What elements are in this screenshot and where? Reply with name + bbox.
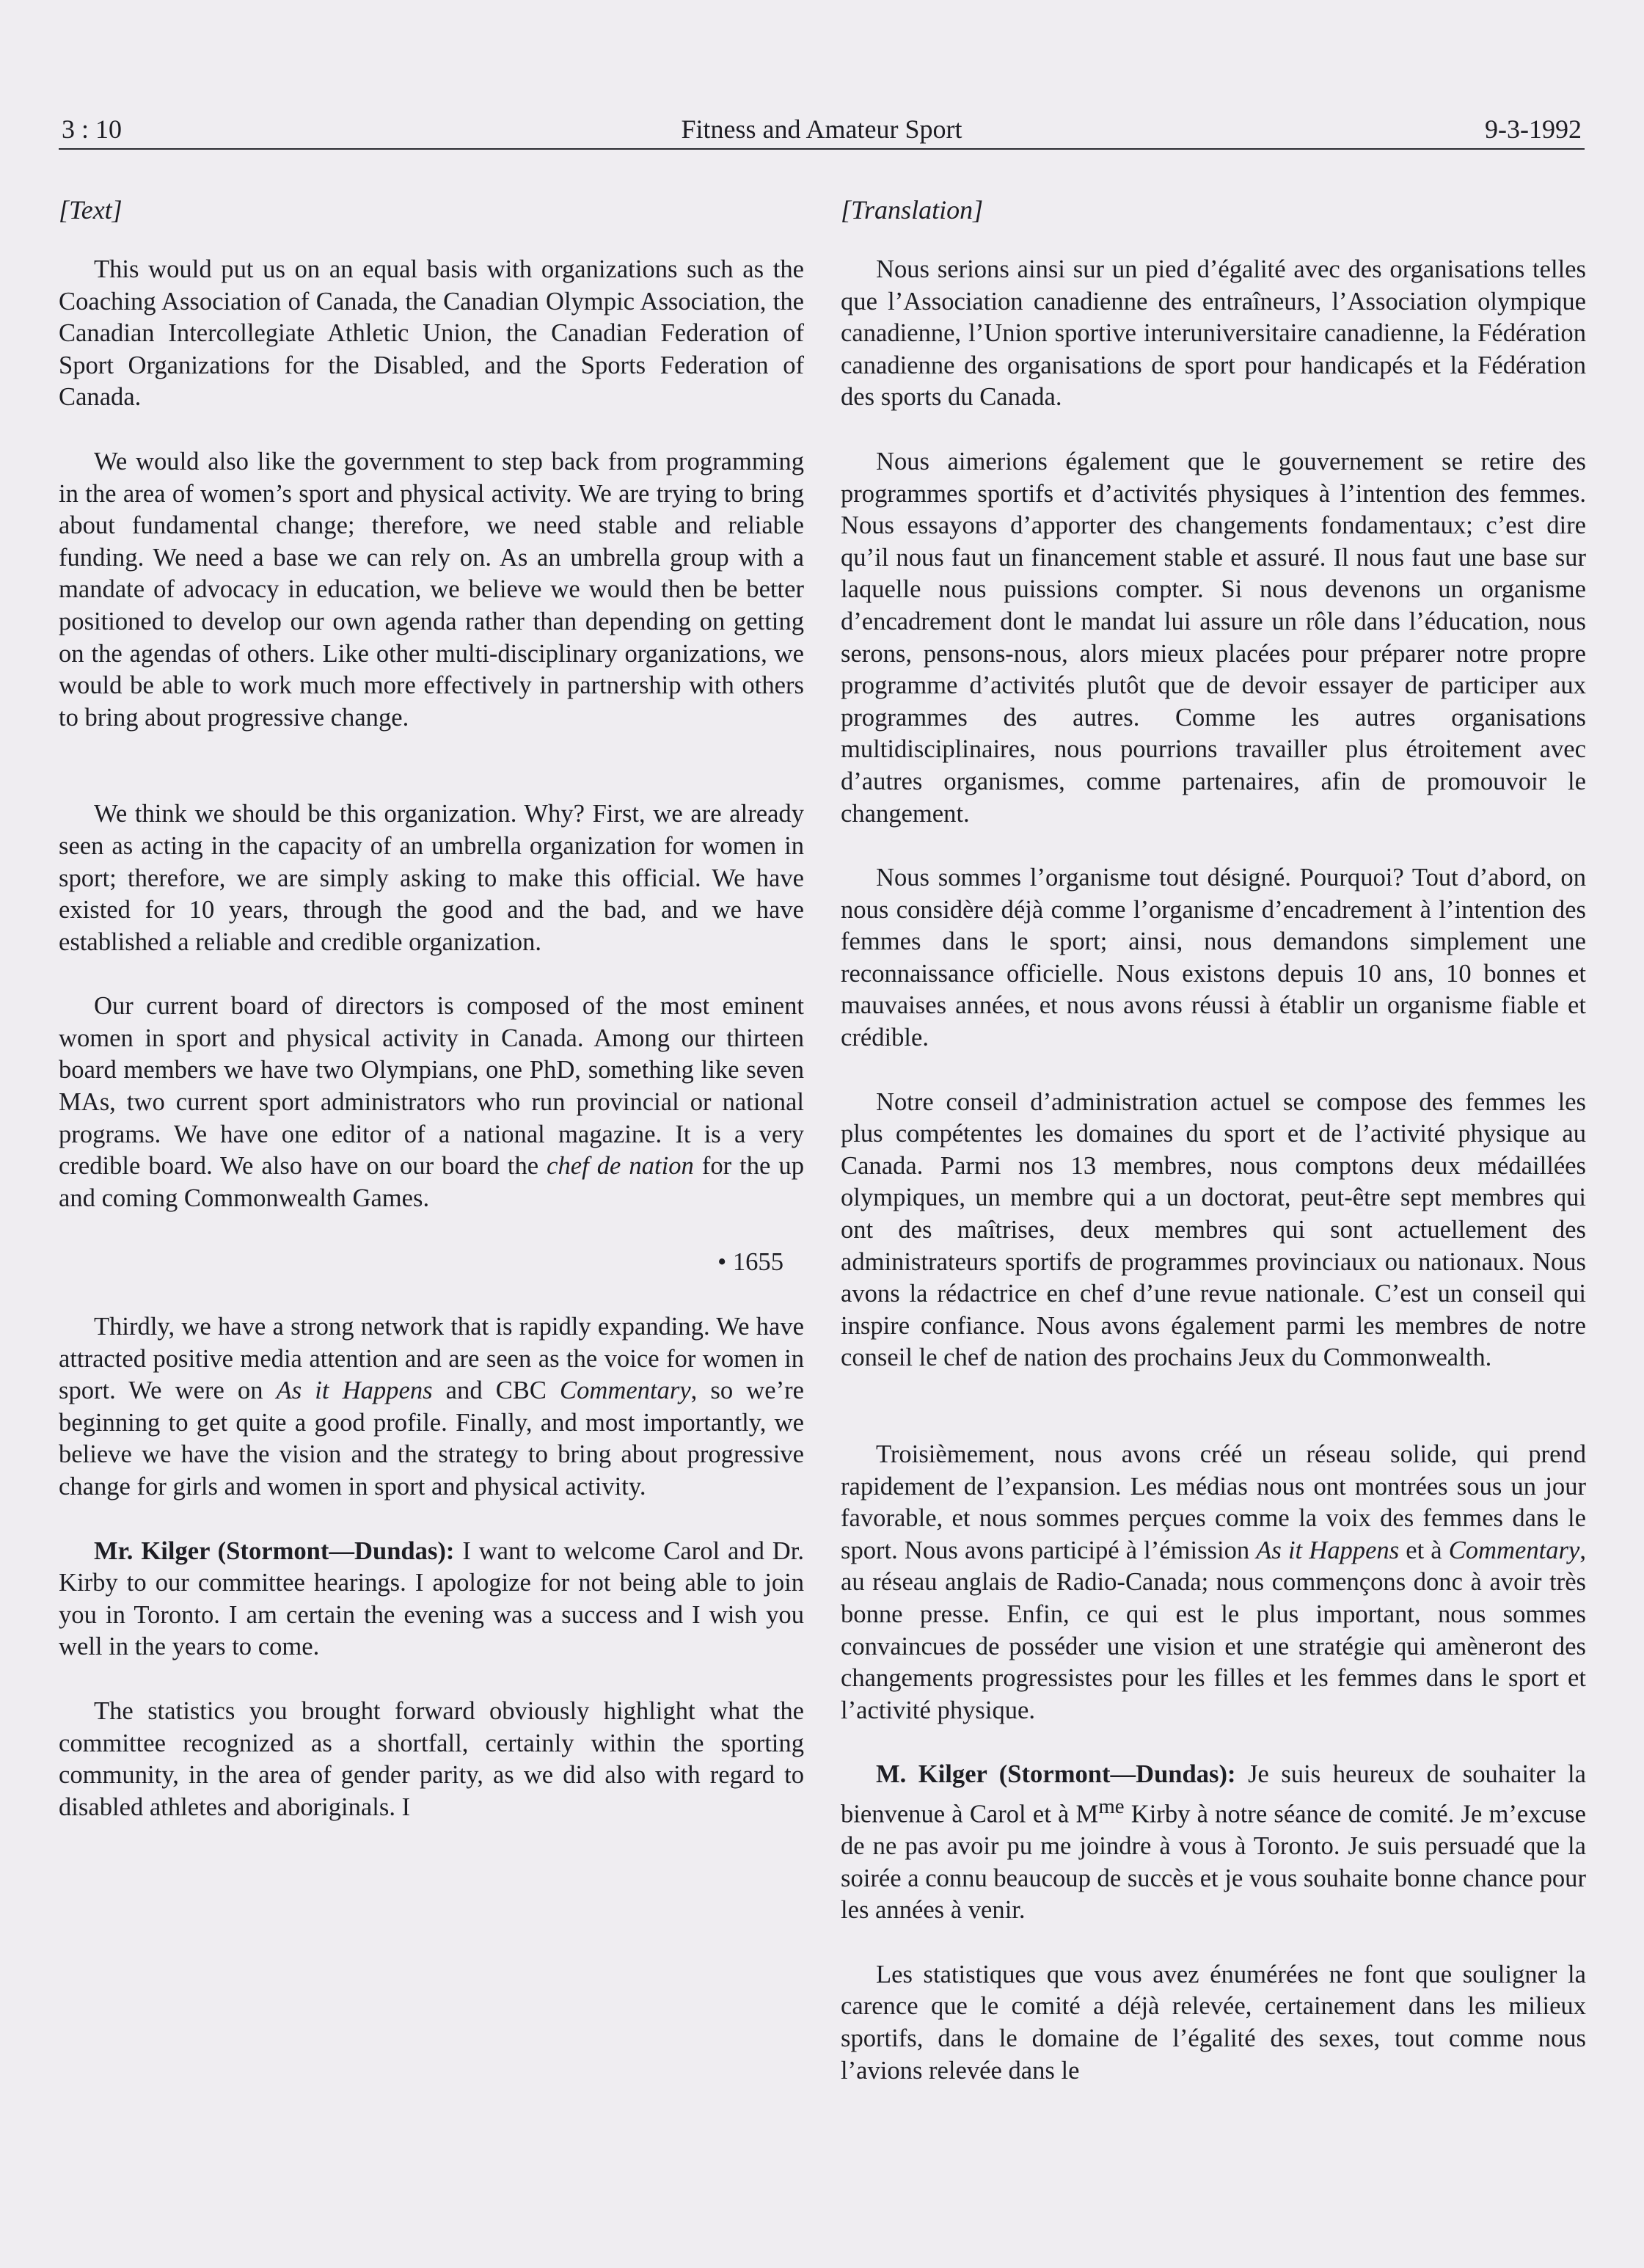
paragraph: Nous sommes l’organisme tout désigné. Pourquoi? Tout d’abord, on nous considère déjà comme l’organisme d’encadrement à l’intention des femmes dans le sport; ainsi, nous demandons simplement une reconnaissance officielle. Nous existons depuis 10 ans, 10 bonnes et mauvaises années, et nous avons réussi à établir un organisme fiable et crédible. (841, 864, 1586, 1052)
paragraph: The statistics you brought forward obviously highlight what the committee recognized as a shortfall, certainly within the sporting community, in the area of gender parity, as we did also with regard to disabled athletes and aboriginals. I (59, 1696, 804, 1821)
page-date: 9-3-1992 (1485, 114, 1582, 144)
column-label-translation: [Translation] (841, 195, 984, 225)
paragraph: Our current board of directors is composed of the most eminent women in sport and physical activity in Canada. Among our thirteen board members we have two Olympians, one PhD, something like seven MAs, two current sport administrators who run provincial or national programs. We have one editor of a national magazine. It is a very credible board. We also have on our board the chef de nation for the up and coming Commonwealth Games. (59, 992, 805, 1212)
paragraph: Les statistiques que vous avez énumérées ne font que souligner la carence que le comité a déjà relevée, certainement dans les milieux sportifs, dans le domaine de l’égalité des sexes, tout comme nous l’avions relevée dans le (841, 1960, 1586, 2085)
speaker-paragraph: M. Kilger (Stormont—Dundas): Je suis heureux de souhaiter la bienvenue à Carol et à $M^{me}$ Kirby à notre séance de comité. Je m’excuse de ne pas avoir pu me joindre à vous à Toronto. Je suis persuadé que la soirée a connu beaucoup de succès et je vous souhaite bonne chance pour les années à venir. (841, 1760, 1586, 1925)
page-header (59, 110, 1585, 150)
time-marker: • 1655 (717, 1248, 783, 1277)
paragraph: We think we should be this organization. Why? First, we are already seen as acting in the capacity of an umbrella organization for women in sport; therefore, we are simply asking to make this official. We have existed for 10 years, through the good and the bad, and we have established a reliable and credible organization. (59, 800, 804, 956)
paragraph: Nous serions ainsi sur un pied d’égalité avec des organisations telles que l’Association canadienne des entraîneurs, l’Association olympique canadienne, l’Union sportive interuniversitaire canadienne, la Fédération canadienne des organisations de sport pour handicapés et la Fédération des sports du Canada. (841, 255, 1586, 412)
speaker-name: Mr. Kilger (Stormont—Dundas): (94, 1536, 455, 1565)
paragraph: We would also like the government to step back from programming in the area of women’s sport and physical activity. We are trying to bring about fundamental change; therefore, we need stable and reliable funding. We need a base we can rely on. As an umbrella group with a mandate of advocacy in education, we believe we would then be better positioned to develop our own agenda rather than depending on getting on the agendas of others. Like other multi-disciplinary organizations, we would be able to work much more effectively in partnership with others to bring about progressive change. (59, 447, 804, 732)
french-column (841, 192, 1586, 2087)
page-title: Fitness and Amateur Sport (681, 114, 962, 144)
paragraph: Notre conseil d’administration actuel se compose des femmes les plus compétentes les domaines du sport et de l’activité physique au Canada. Parmi nos 13 membres, nous comptons deux médaillées olympiques, un membre qui a un doctorat, peut-être sept membres qui ont des maîtrises, deux membres qui sont actuellement des administrateurs sportifs de programmes provinciaux ou nationaux. Nous avons la rédactrice en chef d’une revue nationale. C’est un conseil qui inspire confiance. Nous avons également parmi les membres de notre conseil le chef de nation des prochains Jeux du Commonwealth. (841, 1087, 1586, 1372)
paragraph: Troisièmement, nous avons créé un réseau solide, qui prend rapidement de l’expansion. Les médias nous ont montrées sous un jour favorable, et nous sommes perçues comme la voix des femmes dans le sport. Nous avons participé à l’émission As it Happens et à Commentary, au réseau anglais de Radio-Canada; nous commençons donc à avoir très bonne presse. Enfin, ce qui est le plus important, nous sommes convaincues de posséder une vision et une stratégie qui amèneront des changements progressistes pour les filles et les femmes dans le sport et l’activité physique. (841, 1440, 1586, 1724)
column-label-text: [Text] (59, 195, 123, 225)
speaker-paragraph: Mr. Kilger (Stormont—Dundas): I want to welcome Carol and Dr. Kirby to our committee hearings. I apologize for not being able to join you in Toronto. I am certain the evening was a success and I wish you well in the years to come. (59, 1536, 804, 1661)
paragraph: This would put us on an equal basis with organizations such as the Coaching Association of Canada, the Canadian Olympic Association, the Canadian Intercollegiate Athletic Union, the Canadian Federation of Sport Organizations for the Disabled, and the Sports Federation of Canada. (59, 255, 804, 412)
english-column (59, 192, 804, 1823)
speaker-name: M. Kilger (Stormont—Dundas): (876, 1760, 1236, 1789)
paragraph: Thirdly, we have a strong network that is rapidly expanding. We have attracted positive media attention and are seen as the voice for women in sport. We were on As it Happens and CBC Commentary, so we’re beginning to get quite a good profile. Finally, and most importantly, we believe we have the vision and the strategy to bring about progressive change for girls and women in sport and physical activity. (59, 1313, 804, 1501)
page-reference: 3 : 10 (62, 114, 123, 144)
paragraph: Nous aimerions également que le gouvernement se retire des programmes sportifs et d’activités physiques à l’intention des femmes. Nous essayons d’apporter des changements fondamentaux; c’est dire qu’il nous faut un financement stable et assuré. Il nous faut une base sur laquelle nous puissions compter. Si nous devenons un organisme d’encadrement dont le mandat lui assure un rôle dans l’éducation, nous serons, pensons-nous, alors mieux placées pour préparer notre propre programme d’activités plutôt que de devoir essayer de participer aux programmes des autres. Comme les autres organisations multidisciplinaires, nous pourrions travailler plus étroitement avec d’autres organismes, comme partenaires, afin de promouvoir le changement. (841, 447, 1586, 828)
